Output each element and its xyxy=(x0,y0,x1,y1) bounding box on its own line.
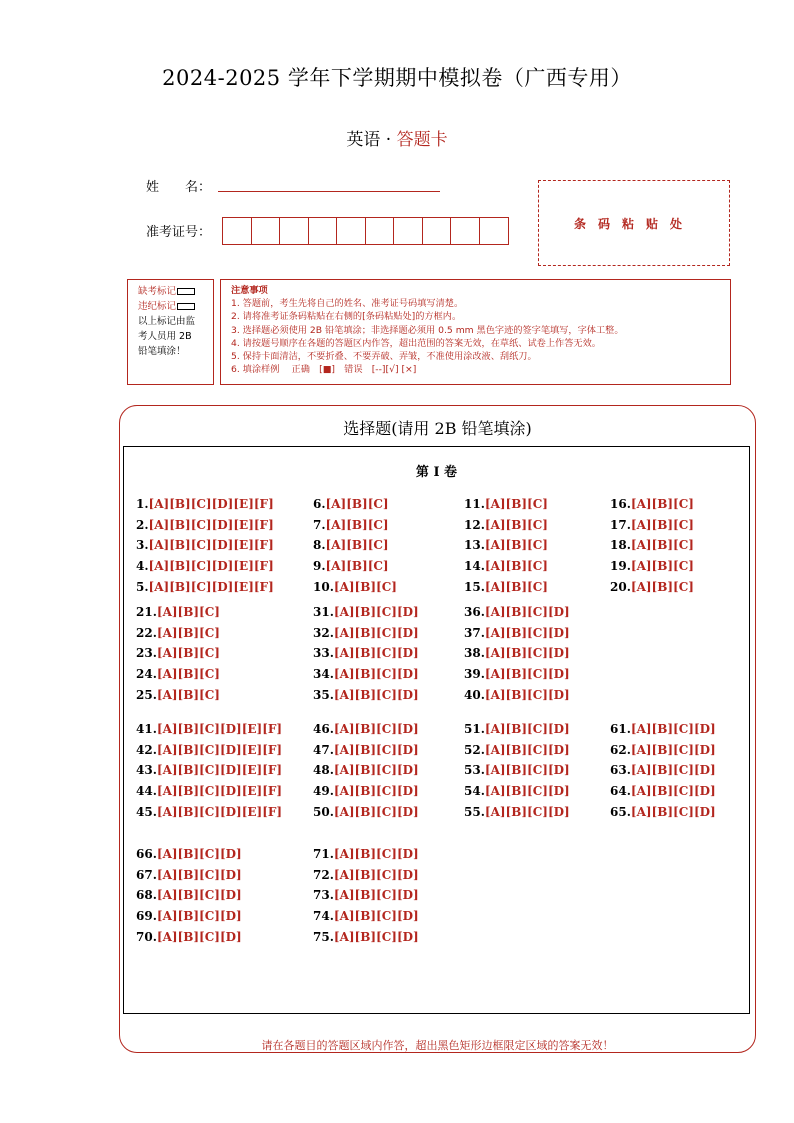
violation-mark-box[interactable] xyxy=(177,303,195,310)
answer-bubbles[interactable]: [A][B][C][D] xyxy=(333,867,419,882)
question-number: 71. xyxy=(313,847,334,861)
question-52[interactable] xyxy=(464,743,570,757)
question-24[interactable] xyxy=(136,667,220,681)
violation-mark-label: 违纪标记 xyxy=(138,301,177,312)
question-39[interactable] xyxy=(464,667,570,681)
id-digit-cell[interactable] xyxy=(280,218,309,244)
question-9[interactable] xyxy=(313,559,389,573)
answer-bubbles[interactable]: [A][B][C][D][E][F] xyxy=(156,742,283,757)
question-1[interactable] xyxy=(136,497,274,511)
answer-bubbles[interactable]: [A][B][C] xyxy=(484,538,548,553)
question-number: 36. xyxy=(464,605,485,619)
question-number: 45. xyxy=(136,804,157,819)
question-number: 21. xyxy=(136,605,157,619)
answer-bubbles[interactable]: [A][B][C][D][E][F] xyxy=(148,538,274,553)
question-64[interactable] xyxy=(610,784,716,798)
question-49[interactable] xyxy=(313,784,419,798)
question-number: 39. xyxy=(464,667,485,682)
question-23[interactable] xyxy=(136,646,220,660)
answer-bubbles[interactable]: [A][B][C][D] xyxy=(333,646,419,661)
id-digit-cell[interactable] xyxy=(337,218,366,244)
question-40[interactable] xyxy=(464,688,570,702)
question-45[interactable] xyxy=(136,805,282,819)
barcode-area: 条码粘贴处 xyxy=(538,180,730,266)
question-number: 37. xyxy=(464,625,485,640)
question-number: 44. xyxy=(136,784,157,799)
question-74[interactable] xyxy=(313,909,419,923)
question-number: 68. xyxy=(136,888,157,903)
question-13[interactable] xyxy=(464,538,548,552)
question-43[interactable] xyxy=(136,763,282,777)
name-field[interactable] xyxy=(218,190,440,192)
answer-bubbles[interactable]: [A][B][C][D][E][F] xyxy=(148,579,274,594)
question-66[interactable] xyxy=(136,847,242,861)
question-number: 73. xyxy=(313,888,334,903)
id-digit-cell[interactable] xyxy=(394,218,423,244)
question-number: 15. xyxy=(464,579,485,594)
question-5[interactable] xyxy=(136,580,274,594)
answer-bubbles[interactable]: [A][B][C][D] xyxy=(630,804,716,819)
question-3[interactable] xyxy=(136,538,274,552)
name-label: 姓 名： xyxy=(146,180,212,195)
question-number: 41. xyxy=(136,722,157,736)
id-digit-cell[interactable] xyxy=(480,218,509,244)
answer-bubbles[interactable]: [A][B][C][D] xyxy=(333,722,419,736)
question-21[interactable] xyxy=(136,605,220,619)
answer-bubbles[interactable]: [A][B][C][D] xyxy=(484,784,570,799)
answer-bubbles[interactable]: [A][B][C][D] xyxy=(484,804,570,819)
id-label: 准考证号： xyxy=(146,225,212,240)
question-33[interactable] xyxy=(313,646,419,660)
answer-bubbles[interactable]: [A][B][C] xyxy=(156,605,220,619)
answer-bubbles[interactable]: [A][B][C][D] xyxy=(484,646,570,661)
question-19[interactable] xyxy=(610,559,694,573)
notes-box xyxy=(220,279,731,385)
answer-bubbles[interactable]: [A][B][C] xyxy=(156,687,220,702)
question-number: 75. xyxy=(313,929,334,944)
question-number: 24. xyxy=(136,667,157,682)
question-number: 32. xyxy=(313,625,334,640)
question-number: 19. xyxy=(610,559,631,574)
question-number: 38. xyxy=(464,646,485,661)
question-number: 51. xyxy=(464,722,485,736)
question-73[interactable] xyxy=(313,888,419,902)
answer-bubbles[interactable]: [A][B][C] xyxy=(325,517,389,532)
question-number: 62. xyxy=(610,742,631,757)
mark-box xyxy=(127,279,214,385)
question-number: 53. xyxy=(464,763,485,778)
question-35[interactable] xyxy=(313,688,419,702)
answer-bubbles[interactable]: [A][B][C][D] xyxy=(156,847,242,861)
question-4[interactable] xyxy=(136,559,274,573)
answer-bubbles[interactable]: [A][B][C][D][E][F] xyxy=(148,559,274,574)
question-16[interactable] xyxy=(610,497,694,511)
question-63[interactable] xyxy=(610,763,716,777)
answer-bubbles[interactable]: [A][B][C] xyxy=(630,579,694,594)
question-number: 49. xyxy=(313,784,334,799)
question-number: 54. xyxy=(464,784,485,799)
footer-warning: 请在各题目的答题区域内作答，超出黑色矩形边框限定区域的答案无效！ xyxy=(261,1039,614,1052)
question-48[interactable] xyxy=(313,763,419,777)
answer-bubbles[interactable]: [A][B][C][D] xyxy=(333,804,419,819)
question-number: 4. xyxy=(136,559,149,574)
answer-bubbles[interactable]: [A][B][C][D] xyxy=(484,763,570,778)
question-number: 6. xyxy=(313,497,326,511)
question-number: 3. xyxy=(136,538,149,553)
question-number: 7. xyxy=(313,517,326,532)
question-number: 34. xyxy=(313,667,334,682)
answer-bubbles[interactable]: [A][B][C][D][E][F] xyxy=(148,497,274,511)
question-51[interactable] xyxy=(464,722,570,736)
question-number: 69. xyxy=(136,909,157,924)
notes-item: 6. 填涂样例 正确 [■] 错误 [--][√] [×] xyxy=(231,364,417,376)
question-37[interactable] xyxy=(464,626,570,640)
answer-bubbles[interactable]: [A][B][C][D] xyxy=(333,605,419,619)
answer-bubbles[interactable]: [A][B][C][D] xyxy=(333,687,419,702)
question-number: 2. xyxy=(136,517,149,532)
answer-bubbles[interactable]: [A][B][C][D][E][F] xyxy=(156,763,283,778)
question-number: 14. xyxy=(464,559,485,574)
question-number: 72. xyxy=(313,867,334,882)
question-number: 25. xyxy=(136,687,157,702)
question-number: 65. xyxy=(610,804,631,819)
answer-bubbles[interactable]: [A][B][C][D] xyxy=(630,763,716,778)
notes-item: 2. 请将准考证条码粘贴在右侧的[条码粘贴处]的方框内。 xyxy=(231,311,462,323)
answer-bubbles[interactable]: [A][B][C][D] xyxy=(333,847,419,861)
question-2[interactable] xyxy=(136,518,274,532)
question-72[interactable] xyxy=(313,868,419,882)
id-digit-cell[interactable] xyxy=(451,218,480,244)
answer-bubbles[interactable]: [A][B][C] xyxy=(630,538,694,553)
answer-bubbles[interactable]: [A][B][C][D] xyxy=(333,888,419,903)
mark-note-line: 铅笔填涂！ xyxy=(138,346,186,357)
mark-note-line: 考人员用 2B xyxy=(138,331,192,342)
answer-bubbles[interactable]: [A][B][C][D] xyxy=(156,929,242,944)
question-number: 35. xyxy=(313,687,334,702)
part-label: 第 I 卷 xyxy=(415,465,458,480)
answer-bubbles[interactable]: [A][B][C] xyxy=(630,559,694,574)
answer-bubbles[interactable]: [A][B][C] xyxy=(325,497,389,511)
question-11[interactable] xyxy=(464,497,548,511)
question-38[interactable] xyxy=(464,646,570,660)
answer-bubbles[interactable]: [A][B][C][D] xyxy=(333,667,419,682)
answer-bubbles[interactable]: [A][B][C] xyxy=(325,559,389,574)
question-46[interactable] xyxy=(313,722,419,736)
question-15[interactable] xyxy=(464,580,548,594)
answer-bubbles[interactable]: [A][B][C] xyxy=(630,517,694,532)
question-number: 9. xyxy=(313,559,326,574)
question-6[interactable] xyxy=(313,497,389,511)
answer-bubbles[interactable]: [A][B][C][D] xyxy=(333,742,419,757)
question-17[interactable] xyxy=(610,518,694,532)
question-number: 43. xyxy=(136,763,157,778)
question-8[interactable] xyxy=(313,538,389,552)
question-number: 10. xyxy=(313,579,334,594)
notes-heading: 注意事项 xyxy=(231,285,268,296)
section-title: 选择题(请用 2B 铅笔填涂) xyxy=(343,419,532,438)
answer-bubbles[interactable]: [A][B][C][D] xyxy=(630,784,716,799)
question-7[interactable] xyxy=(313,518,389,532)
question-number: 74. xyxy=(313,909,334,924)
question-number: 67. xyxy=(136,867,157,882)
subtitle-separator: · xyxy=(380,130,397,150)
answer-bubbles[interactable]: [A][B][C][D] xyxy=(630,722,716,736)
id-digit-cell[interactable] xyxy=(223,218,252,244)
question-70[interactable] xyxy=(136,930,242,944)
absent-mark-box[interactable] xyxy=(177,288,195,295)
question-36[interactable] xyxy=(464,605,570,619)
id-number-grid[interactable] xyxy=(222,217,509,245)
question-number: 64. xyxy=(610,784,631,799)
mark-note-line: 以上标记由监 xyxy=(138,316,196,327)
question-number: 48. xyxy=(313,763,334,778)
id-digit-cell[interactable] xyxy=(366,218,395,244)
id-digit-cell[interactable] xyxy=(423,218,452,244)
question-34[interactable] xyxy=(313,667,419,681)
answer-bubbles[interactable]: [A][B][C][D] xyxy=(333,909,419,924)
question-14[interactable] xyxy=(464,559,548,573)
question-61[interactable] xyxy=(610,722,716,736)
answer-bubbles[interactable]: [A][B][C] xyxy=(484,497,548,511)
answer-bubbles[interactable]: [A][B][C][D] xyxy=(333,784,419,799)
question-number: 66. xyxy=(136,847,157,861)
notes-item: 3. 选择题必须使用 2B 铅笔填涂；非选择题必须用 0.5 mm 黑色字迹的签字笔填写，字体工整。 xyxy=(231,324,624,336)
answer-bubbles[interactable]: [A][B][C][D] xyxy=(333,763,419,778)
question-68[interactable] xyxy=(136,888,242,902)
answer-bubbles[interactable]: [A][B][C] xyxy=(630,497,694,511)
question-number: 31. xyxy=(313,605,334,619)
question-62[interactable] xyxy=(610,743,716,757)
notes-item: 4. 请按题号顺序在各题的答题区内作答，超出范围的答案无效，在草纸、试卷上作答无效。 xyxy=(231,337,601,349)
question-50[interactable] xyxy=(313,805,419,819)
question-number: 16. xyxy=(610,497,631,511)
question-number: 70. xyxy=(136,929,157,944)
answer-bubbles[interactable]: [A][B][C][D] xyxy=(630,742,716,757)
question-number: 22. xyxy=(136,625,157,640)
answer-bubbles[interactable]: [A][B][C] xyxy=(484,559,548,574)
question-number: 20. xyxy=(610,579,631,594)
question-71[interactable] xyxy=(313,847,419,861)
question-75[interactable] xyxy=(313,930,419,944)
question-69[interactable] xyxy=(136,909,242,923)
question-number: 33. xyxy=(313,646,334,661)
question-41[interactable] xyxy=(136,722,282,736)
question-31[interactable] xyxy=(313,605,419,619)
question-number: 17. xyxy=(610,517,631,532)
answer-bubbles[interactable]: [A][B][C] xyxy=(156,646,220,661)
question-number: 5. xyxy=(136,579,149,594)
question-20[interactable] xyxy=(610,580,694,594)
notes-item: 1. 答题前，考生先将自己的姓名、准考证号码填写清楚。 xyxy=(231,298,464,310)
question-44[interactable] xyxy=(136,784,282,798)
id-digit-cell[interactable] xyxy=(309,218,338,244)
question-47[interactable] xyxy=(313,743,419,757)
sheet-type-label: 答题卡 xyxy=(396,130,448,150)
question-number: 46. xyxy=(313,722,334,736)
question-number: 63. xyxy=(610,763,631,778)
answer-bubbles[interactable]: [A][B][C] xyxy=(325,538,389,553)
question-number: 12. xyxy=(464,517,485,532)
answer-bubbles[interactable]: [A][B][C] xyxy=(156,625,220,640)
question-number: 11. xyxy=(464,497,485,511)
question-number: 8. xyxy=(313,538,326,553)
answer-bubbles[interactable]: [A][B][C][D] xyxy=(156,867,242,882)
question-54[interactable] xyxy=(464,784,570,798)
answer-bubbles[interactable]: [A][B][C] xyxy=(484,579,548,594)
answer-bubbles[interactable]: [A][B][C][D] xyxy=(156,888,242,903)
absent-mark-label: 缺考标记 xyxy=(138,286,177,297)
answer-bubbles[interactable]: [A][B][C][D] xyxy=(484,667,570,682)
question-number: 47. xyxy=(313,742,334,757)
question-25[interactable] xyxy=(136,688,220,702)
answer-bubbles[interactable]: [A][B][C][D][E][F] xyxy=(148,517,274,532)
question-number: 1. xyxy=(136,497,149,511)
answer-bubbles[interactable]: [A][B][C] xyxy=(156,667,220,682)
question-67[interactable] xyxy=(136,868,242,882)
answer-bubbles[interactable]: [A][B][C] xyxy=(484,517,548,532)
notes-item: 5. 保持卡面清洁，不要折叠、不要弄破、弄皱，不准使用涂改液、刮纸刀。 xyxy=(231,351,537,363)
answer-bubbles[interactable]: [A][B][C][D] xyxy=(484,605,570,619)
question-number: 40. xyxy=(464,687,485,702)
question-55[interactable] xyxy=(464,805,570,819)
question-number: 52. xyxy=(464,742,485,757)
question-number: 50. xyxy=(313,804,334,819)
page-subtitle xyxy=(0,125,794,150)
answer-bubbles[interactable]: [A][B][C][D] xyxy=(333,929,419,944)
id-digit-cell[interactable] xyxy=(252,218,281,244)
answer-bubbles[interactable]: [A][B][C][D][E][F] xyxy=(156,784,283,799)
question-22[interactable] xyxy=(136,626,220,640)
question-42[interactable] xyxy=(136,743,282,757)
answer-bubbles[interactable]: [A][B][C][D] xyxy=(333,625,419,640)
question-number: 18. xyxy=(610,538,631,553)
answer-bubbles[interactable]: [A][B][C][D] xyxy=(484,742,570,757)
question-18[interactable] xyxy=(610,538,694,552)
answer-bubbles[interactable]: [A][B][C][D] xyxy=(484,722,570,736)
answer-bubbles[interactable]: [A][B][C][D] xyxy=(484,687,570,702)
question-10[interactable] xyxy=(313,580,397,594)
question-65[interactable] xyxy=(610,805,716,819)
question-number: 13. xyxy=(464,538,485,553)
answer-bubbles[interactable]: [A][B][C] xyxy=(333,579,397,594)
question-number: 61. xyxy=(610,722,631,736)
question-12[interactable] xyxy=(464,518,548,532)
question-number: 23. xyxy=(136,646,157,661)
question-number: 42. xyxy=(136,742,157,757)
question-32[interactable] xyxy=(313,626,419,640)
answer-bubbles[interactable]: [A][B][C][D][E][F] xyxy=(156,804,283,819)
page-title: 2024-2025 学年下学期期中模拟卷（广西专用） xyxy=(162,66,632,90)
answer-bubbles[interactable]: [A][B][C][D][E][F] xyxy=(156,722,283,736)
answer-bubbles[interactable]: [A][B][C][D] xyxy=(484,625,570,640)
subject-label: 英语 xyxy=(346,130,381,150)
answer-bubbles[interactable]: [A][B][C][D] xyxy=(156,909,242,924)
question-number: 55. xyxy=(464,804,485,819)
question-53[interactable] xyxy=(464,763,570,777)
